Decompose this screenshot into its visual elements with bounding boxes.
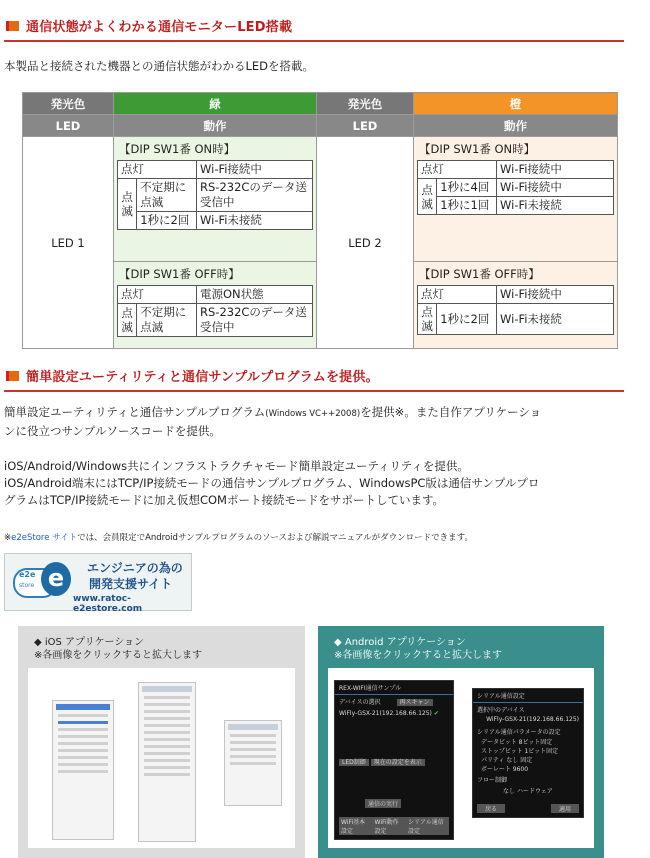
lit-label-4: 点灯 — [418, 286, 497, 304]
header-orange: 橙 — [414, 93, 618, 115]
led2-off-cell — [414, 262, 618, 349]
e2e-store-banner[interactable] — [4, 553, 192, 614]
e2e-store-link[interactable]: e2eStore サイト — [11, 533, 78, 543]
led-intro-text: 本製品と接続された機器との通信状態がわかるLEDを搭載。 — [4, 59, 315, 73]
led2-on-table — [417, 160, 614, 215]
android-screens — [328, 668, 594, 848]
screen2-hw: ハードウェア — [516, 788, 553, 795]
ios-screenshot-3[interactable] — [224, 720, 282, 806]
led-status-table — [22, 92, 618, 349]
screen1-wifi-basic: WiFi基本設定 — [339, 817, 373, 835]
utility-paragraph-1 — [4, 404, 624, 440]
android-screenshot-1[interactable] — [334, 680, 454, 840]
p2-line-b: iOS/Android端末にはTCP/IP接続モードの通信サンプルプログラム、WindowsPC版は通信サンプルプロ — [4, 476, 540, 490]
wifi-connecting-text-2: Wi-Fi接続中 — [497, 161, 614, 179]
android-app-panel — [318, 626, 604, 858]
screen2-back: 戻る — [477, 804, 505, 813]
badge-sub-text: store — [19, 582, 35, 589]
banner-url: www.ratoc-e2estore.com — [73, 594, 143, 614]
twice-per-second-label: 1秒に2回 — [137, 212, 197, 230]
screen2-title: シリアル通信設定 — [473, 689, 583, 703]
blink-label-2: 点滅 — [418, 179, 437, 215]
screen2-baud: ボーレート 9600 — [481, 766, 529, 773]
header-led-label-2: LED — [317, 115, 414, 137]
screen2-parity: パリティ なし 固定 — [481, 757, 533, 764]
header-action-label: 動作 — [114, 115, 317, 137]
wifi-connecting-text-4: Wi-Fi接続中 — [497, 286, 614, 304]
section-heading-utility — [4, 366, 624, 392]
wifi-unconnected-text: Wi-Fi未接続 — [197, 212, 313, 230]
e2e-note — [4, 530, 473, 547]
led1-off-cell — [114, 262, 317, 349]
p1-part-b: を提供※。また自作アプリケーショ — [360, 405, 542, 419]
android-title: ◆ Android アプリケーション — [334, 637, 466, 648]
led2-on-cell — [414, 137, 618, 262]
note-prefix: ※ — [4, 533, 12, 543]
utility-paragraph-2 — [4, 458, 630, 509]
led1-label: LED 1 — [23, 137, 114, 349]
screen1-entry: WiFly-GSX-21(192.168.66.125) — [339, 710, 432, 717]
header-green: 緑 — [114, 93, 317, 115]
wifi-unconnected-text-2: Wi-Fi未接続 — [497, 197, 614, 215]
header-action-label-2: 動作 — [414, 115, 618, 137]
section-heading-text-2: 簡単設定ユーティリティと通信サンプルプログラムを提供。 — [26, 370, 379, 385]
check-icon: ✔ — [433, 710, 439, 717]
screen2-data: データビット 8ビット固定 — [481, 739, 553, 746]
screen2-params: シリアル通信パラメータの設定 — [477, 729, 561, 736]
twice-per-second-label-2: 1秒に2回 — [437, 304, 497, 335]
banner-line-2: 開発支援サイト — [89, 577, 173, 591]
banner-line-1: エンジニアの為の — [87, 561, 183, 575]
header-color-label-2: 発光色 — [317, 93, 414, 115]
blink-label-3: 点滅 — [118, 304, 137, 337]
wifi-unconnected-text-3: Wi-Fi未接続 — [497, 304, 614, 335]
p2-line-a: iOS/Android/Windows共にインフラストラクチャモード簡単設定ユーティリティを提供。 — [4, 459, 469, 473]
blink-label-4: 点滅 — [418, 304, 437, 335]
ios-screenshot-2[interactable] — [138, 682, 196, 842]
ios-screenshot-1[interactable] — [52, 700, 114, 840]
screen1-scan: 再スキャン — [397, 699, 433, 706]
led2-label: LED 2 — [317, 137, 414, 349]
led1-off-table — [117, 285, 313, 337]
header-color-label: 発光色 — [23, 93, 114, 115]
irregular-label-2: 不定期に点滅 — [137, 304, 197, 337]
screen1-led: LED制御 — [339, 759, 369, 766]
screen1-run: 通信の実行 — [365, 799, 401, 808]
section-heading-text: 通信状態がよくわかる通信モニターLED搭載 — [26, 20, 293, 35]
ios-subtitle: ※各画像をクリックすると拡大します — [34, 650, 202, 661]
rs232-text-2: RS-232Cのデータ送受信中 — [197, 304, 313, 337]
screen1-wifi-op: WiFi動作設定 — [373, 817, 407, 835]
wifi-connecting-text: Wi-Fi接続中 — [197, 161, 313, 179]
p2-line-c: グラムはTCP/IP接続モードに加え仮想COMポート接続モードをサポートしています。 — [4, 493, 445, 507]
screen2-apply: 適用 — [551, 804, 579, 813]
ios-title: ◆ iOS アプリケーション — [34, 637, 145, 648]
screen1-device: デバイスの選択 — [339, 699, 381, 706]
p1-part-c: ンに役立つサンプルソースコードを提供。 — [4, 424, 221, 438]
ios-screens — [28, 668, 295, 848]
screen2-flow: フロー制御 — [477, 777, 508, 784]
section-bullet-icon — [6, 21, 19, 31]
screen1-serial: シリアル通信設定 — [406, 817, 449, 835]
p1-part-a: 簡単設定ユーティリティと通信サンプルプログラム — [4, 405, 266, 419]
screen1-show-settings: 現在の設定を表示 — [371, 759, 425, 766]
android-screenshot-2[interactable] — [472, 688, 584, 818]
dip-sw-on-label: 【DIP SW1番 ON時】 — [119, 142, 236, 156]
screen2-stop: ストップビット 1ビット固定 — [481, 748, 559, 755]
dip-sw-off-label: 【DIP SW1番 OFF時】 — [119, 267, 240, 281]
section-heading-led — [4, 16, 624, 42]
dip-sw-on-label-2: 【DIP SW1番 ON時】 — [419, 142, 536, 156]
header-led-label: LED — [23, 115, 114, 137]
screen2-none: なし — [503, 788, 516, 795]
section-bullet-icon — [6, 371, 19, 381]
blink-label: 点滅 — [118, 179, 137, 230]
android-subtitle: ※各画像をクリックすると拡大します — [334, 650, 502, 661]
screen2-selected: 選択中のデバイス — [477, 707, 525, 714]
led1-on-table — [117, 160, 313, 230]
irregular-label: 不定期に点滅 — [137, 179, 197, 212]
screen2-dev: WiFly-GSX-21(192.168.66.125) — [486, 716, 579, 723]
rs232-text: RS-232Cのデータ送受信中 — [197, 179, 313, 212]
wifi-connecting-text-3: Wi-Fi接続中 — [497, 179, 614, 197]
p1-small-text: (Windows VC++2008) — [265, 409, 361, 419]
ios-caption — [34, 636, 202, 662]
lit-label-2: 点灯 — [418, 161, 497, 179]
android-caption — [334, 636, 502, 662]
dip-sw-off-label-2: 【DIP SW1番 OFF時】 — [419, 267, 540, 281]
lit-label-3: 点灯 — [118, 286, 197, 304]
led1-on-cell — [114, 137, 317, 262]
ios-app-panel — [18, 626, 305, 858]
lit-label: 点灯 — [118, 161, 197, 179]
once-per-second-label: 1秒に1回 — [437, 197, 497, 215]
four-per-second-label: 1秒に4回 — [437, 179, 497, 197]
screen1-title: REX-WIFI通信サンプル — [335, 681, 453, 695]
power-on-text: 電源ON状態 — [197, 286, 313, 304]
e2e-store-logo-icon: e e2e store — [13, 562, 71, 600]
led2-off-table — [417, 285, 614, 335]
note-rest: では、会員限定でAndroidサンプルプログラムのソースおよび解説マニュアルがダウンロードできます。 — [77, 533, 473, 543]
badge-text: e2e — [19, 570, 36, 579]
